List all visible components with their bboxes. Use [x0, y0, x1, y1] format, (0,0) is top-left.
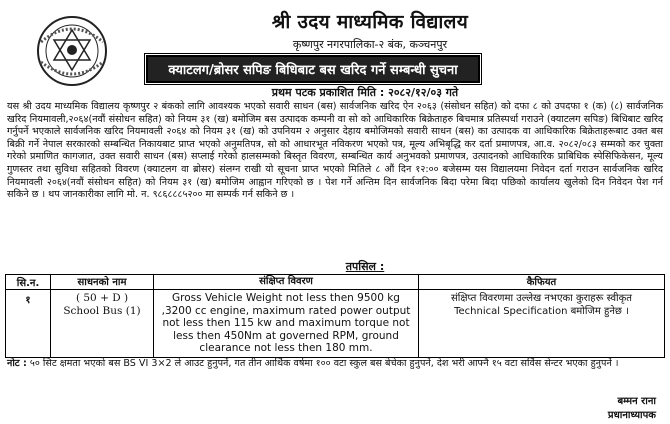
column-header-remarks: कैफियत [419, 275, 665, 290]
table-header-row [6, 275, 665, 290]
publication-date: प्रथम पटक प्रकाशित मिति : २०८२/१२/०३ गते [271, 86, 459, 99]
cell-sn: १ [6, 290, 51, 358]
vehicle-type: School Bus (1) [63, 305, 141, 317]
notice-title: क्याटलग/ब्रोसर सपिङ बिधिबाट बस खरिद गर्ने सम्बन्धी सुचना [146, 55, 480, 83]
school-name: श्री उदय माध्यमिक विद्यालय [271, 11, 469, 33]
vehicle-capacity: ( 50 + D ) [75, 292, 129, 304]
signatory-title: प्रधानाध्यापक [607, 410, 656, 421]
details-heading: तपसिल : [345, 260, 385, 273]
remarks-line-1: संक्षिप्त विवरणमा उल्लेख नभएका कुराहरू स्वीकृत [451, 293, 632, 304]
remarks-line-2: Technical Specification बमोजिम हुनेछ । [454, 306, 629, 317]
column-header-description: संक्षिप्त विवरण [154, 275, 419, 290]
note [7, 358, 662, 371]
specification-table [5, 274, 665, 358]
cell-description: Gross Vehicle Weight not less then 9500 kg ,3200 cc engine, maximum rated power output not less then 115 kw and maximum torque not less then 450Nm at governed RPM, ground clearance not less then 180 mm. [154, 290, 419, 358]
cell-vehicle-name [51, 290, 154, 358]
cell-remarks [419, 290, 665, 358]
notice-body: यस श्री उदय माध्यमिक विद्यालय कृष्णपुर २ बंकको लागि आवश्यक भएको सवारी साधन (बस) सार्वजनिक खरिद ऐन २०६३ (संसोधन सहित) को दफा ८ को उपदफा १ (क) (८) सार्वजनिक खरिद नियमावली,२०६४(नवौं संसोधन सहित) को नियम ३१ (ख) बमोजिम बस उत्पादक कम्पनी वा सो को आधिकारिक बिक्रेताहरु बिचमात्र प्रतिस्पर्धा गराउने (क्याटलग सपिङ) बिधिबाट खरिद गर्नुपर्ने भएकाले सार्वजनिक खरिद नियमावली २०६४ को नियम ३१ (ख) को उपनियम २ अनुसार देहाय बमोजिमको सवारी साधन (बस) का उत्पादक वा आधिकारिक बिक्रेताहरूबाट उक्त बस बिक्री गर्ने नेपाल सरकारको सम्बन्धित निकायबाट प्राप्त भएको अनुमतिपत्र, सो को आधारभूत नविकरण भएको पत्र, मूल्य अभिबृद्धि कर दर्ता प्रमाणपत्र, आ.व. २०८२/०८३ सम्मको कर चुक्ता गरेको प्रमाणित कागजात, उक्त सवारी साधन (बस) सप्लाई गरेको हालसम्मको बिस्तृत विवरण, सम्बन्धित कार्य अनुभवको प्रमाणपत्र, उत्पादनको आधिकारिक प्राबिधिक स्पेसिफिकेसन, मूल्य गुणस्तर तथा सुविधा सहितको विवरण (क्याटलग वा ब्रोसर) संलग्न राखी यो सूचना प्राप्त भएको मितिले ८ औं दिन १२:०० बजेसम्म यस विद्यालयमा निवेदन दर्ता गराउन सार्वजनिक खरिद नियमावली २०६४(नवौं संसोधन सहित) को नियम ३१ (ख) बमोजिम आह्वान गरिएको छ । पेश गर्ने अन्तिम दिन सार्वजनिक बिदा परेमा बिदा पछिको कार्यालय खुलेको दिन निवेदन पेश गर्न सकिने छ । थप जानकारीका लागि मो. न. ९८६८८८५२०० मा सम्पर्क गर्न सकिने छ । [7, 101, 663, 201]
table-row [6, 290, 665, 358]
column-header-name: साधनको नाम [51, 275, 154, 290]
signatory-name: बम्मन राना [617, 396, 656, 407]
note-label: नोट : [7, 358, 27, 369]
school-address: कृष्णपुर नगरपालिका-२ बंक, कञ्चनपुर [292, 38, 448, 51]
note-text: ५० सिट क्षमता भएको बस BS VI 3×2 ले आउट हुनुपर्ने, गत तीन आर्थिक वर्षमा १०० वटा स्कुल बस बेचेका हुनुपर्ने, देश भरी आफ्नै १५ वटा सर्विस सेन्टर भएका हुनुपर्ने । [29, 358, 619, 369]
column-header-sn: सि.न. [6, 275, 51, 290]
